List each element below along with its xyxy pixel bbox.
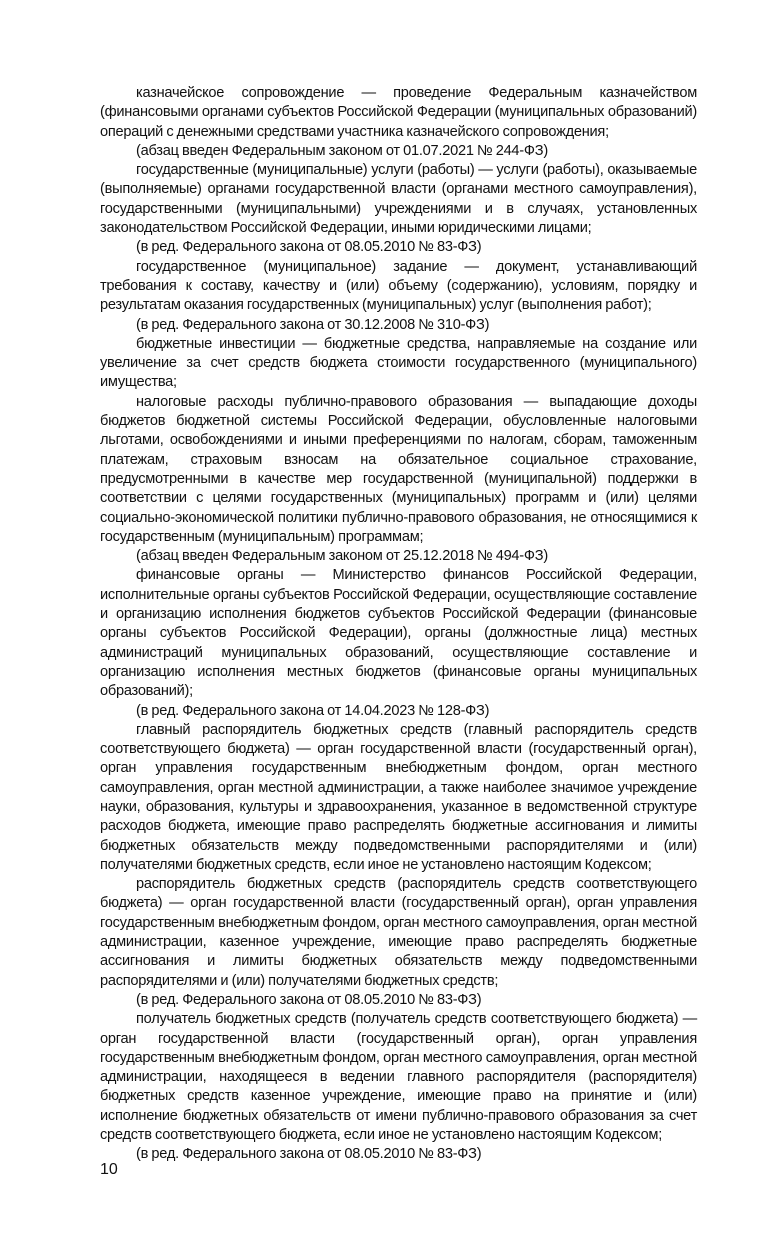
amendment-note: (в ред. Федерального закона от 14.04.2023 № 128-ФЗ) <box>136 702 490 719</box>
paragraph-budget-investments: бюджетные инвестиции — бюджетные средства, направляемые на создание или увеличение за счет средств бюджета стоимости государственного (муниципального) имущества; <box>100 335 697 391</box>
paragraph-financial-bodies: финансовые органы — Министерство финансов Российской Федерации, исполнительные органы субъектов Российской Федерации, осуществляющие составление и организацию исполнения бюджетов субъектов Российской Федерации (финансовые органы субъектов Российской Федерации), органы (должностные лица) местных администраций муниципальных образований, осуществляющие составление и организацию исполнения местных бюджетов (финансовые органы муниципальных образований); <box>100 567 697 700</box>
paragraph-budget-recipient: получатель бюджетных средств (получатель средств соответствующего бюджета) — орган государственной власти (государственный орган), орган управления государственным внебюджетным фондом, орган местного самоуправления, орган местной администрации, находящееся в ведении главного распорядителя (распорядителя) бюджетных средств казенное учреждение, имеющие право на принятие и (или) исполнение бюджетных обязательств от имени публично-правового образования за счет средств соответствующего бюджета, если иное не установлено настоящим Кодексом; <box>100 1011 697 1144</box>
amendment-note: (в ред. Федерального закона от 08.05.2010 № 83-ФЗ) <box>136 239 482 256</box>
paragraph-chief-manager: главный распорядитель бюджетных средств (главный распорядитель средств соответствующего бюджета) — орган государственной власти (государственный орган), орган управления государственным внебюджетным фондом, орган местного самоуправления, орган местной администрации, а также наиболее значимое учреждение науки, образования, культуры и здравоохранения, указанное в ведомственной структуре расходов бюджета, имеющие право распределять бюджетные ассигнования и лимиты бюджетных обязательств между подведомственными распорядителями и (или) получателями бюджетных средств, если иное не установлено настоящим Кодексом; <box>100 721 697 873</box>
page-number: 10 <box>100 1161 118 1178</box>
amendment-note: (в ред. Федерального закона от 08.05.2010 № 83-ФЗ) <box>136 991 482 1008</box>
amendment-note: (абзац введен Федеральным законом от 01.07.2021 № 244-ФЗ) <box>136 142 548 159</box>
amendment-note: (в ред. Федерального закона от 30.12.2008 № 310-ФЗ) <box>136 316 490 333</box>
paragraph-public-services: государственные (муниципальные) услуги (работы) — услуги (работы), оказываемые (выполняемые) органами государственной власти (органами местного самоуправления), государственными (муниципальными) учреждениями и в случаях, установленных законодательством Российской Федерации, иными юридическими лицами; <box>100 162 697 237</box>
paragraph-public-assignment: государственное (муниципальное) задание — документ, устанавливающий требования к составу, качеству и (или) объему (содержанию), условиям, порядку и результатам оказания государственных (муниципальных) услуг (выполнения работ); <box>100 258 697 314</box>
paragraph-tax-expenditures: налоговые расходы публично-правового образования — выпадающие доходы бюджетов бюджетной системы Российской Федерации, обусловленные налоговыми льготами, освобождениями и иными преференциями по налогам, сборам, таможенным платежам, страховым взносам на обязательное социальное страхование, предусмотренными в качестве мер государственной (муниципальной) поддержки в соответствии с целями государственных (муниципальных) программ и (или) целями социально-экономической политики публично-правового образования, не относящимися к государственным (муниципальным) программам; <box>100 393 697 545</box>
amendment-note: (в ред. Федерального закона от 08.05.2010 № 83-ФЗ) <box>136 1146 482 1163</box>
paragraph-budget-manager: распорядитель бюджетных средств (распорядитель средств соответствующего бюджета) — орган государственной власти (государственный орган), орган управления государственным внебюджетным фондом, орган местного самоуправления, орган местной администрации, казенное учреждение, имеющие право распределять бюджетные ассигнования и лимиты бюджетных обязательств между подведомственными распорядителями и (или) получателями бюджетных средств; <box>100 876 697 989</box>
paragraph-treasury-support: казначейское сопровождение — проведение Федеральным казначейством (финансовыми органами субъектов Российской Федерации (муниципальных образований) операций с денежными средствами участника казначейского сопровождения; <box>100 85 697 140</box>
amendment-note: (абзац введен Федеральным законом от 25.12.2018 № 494-ФЗ) <box>136 548 548 565</box>
page-body <box>100 84 697 1165</box>
